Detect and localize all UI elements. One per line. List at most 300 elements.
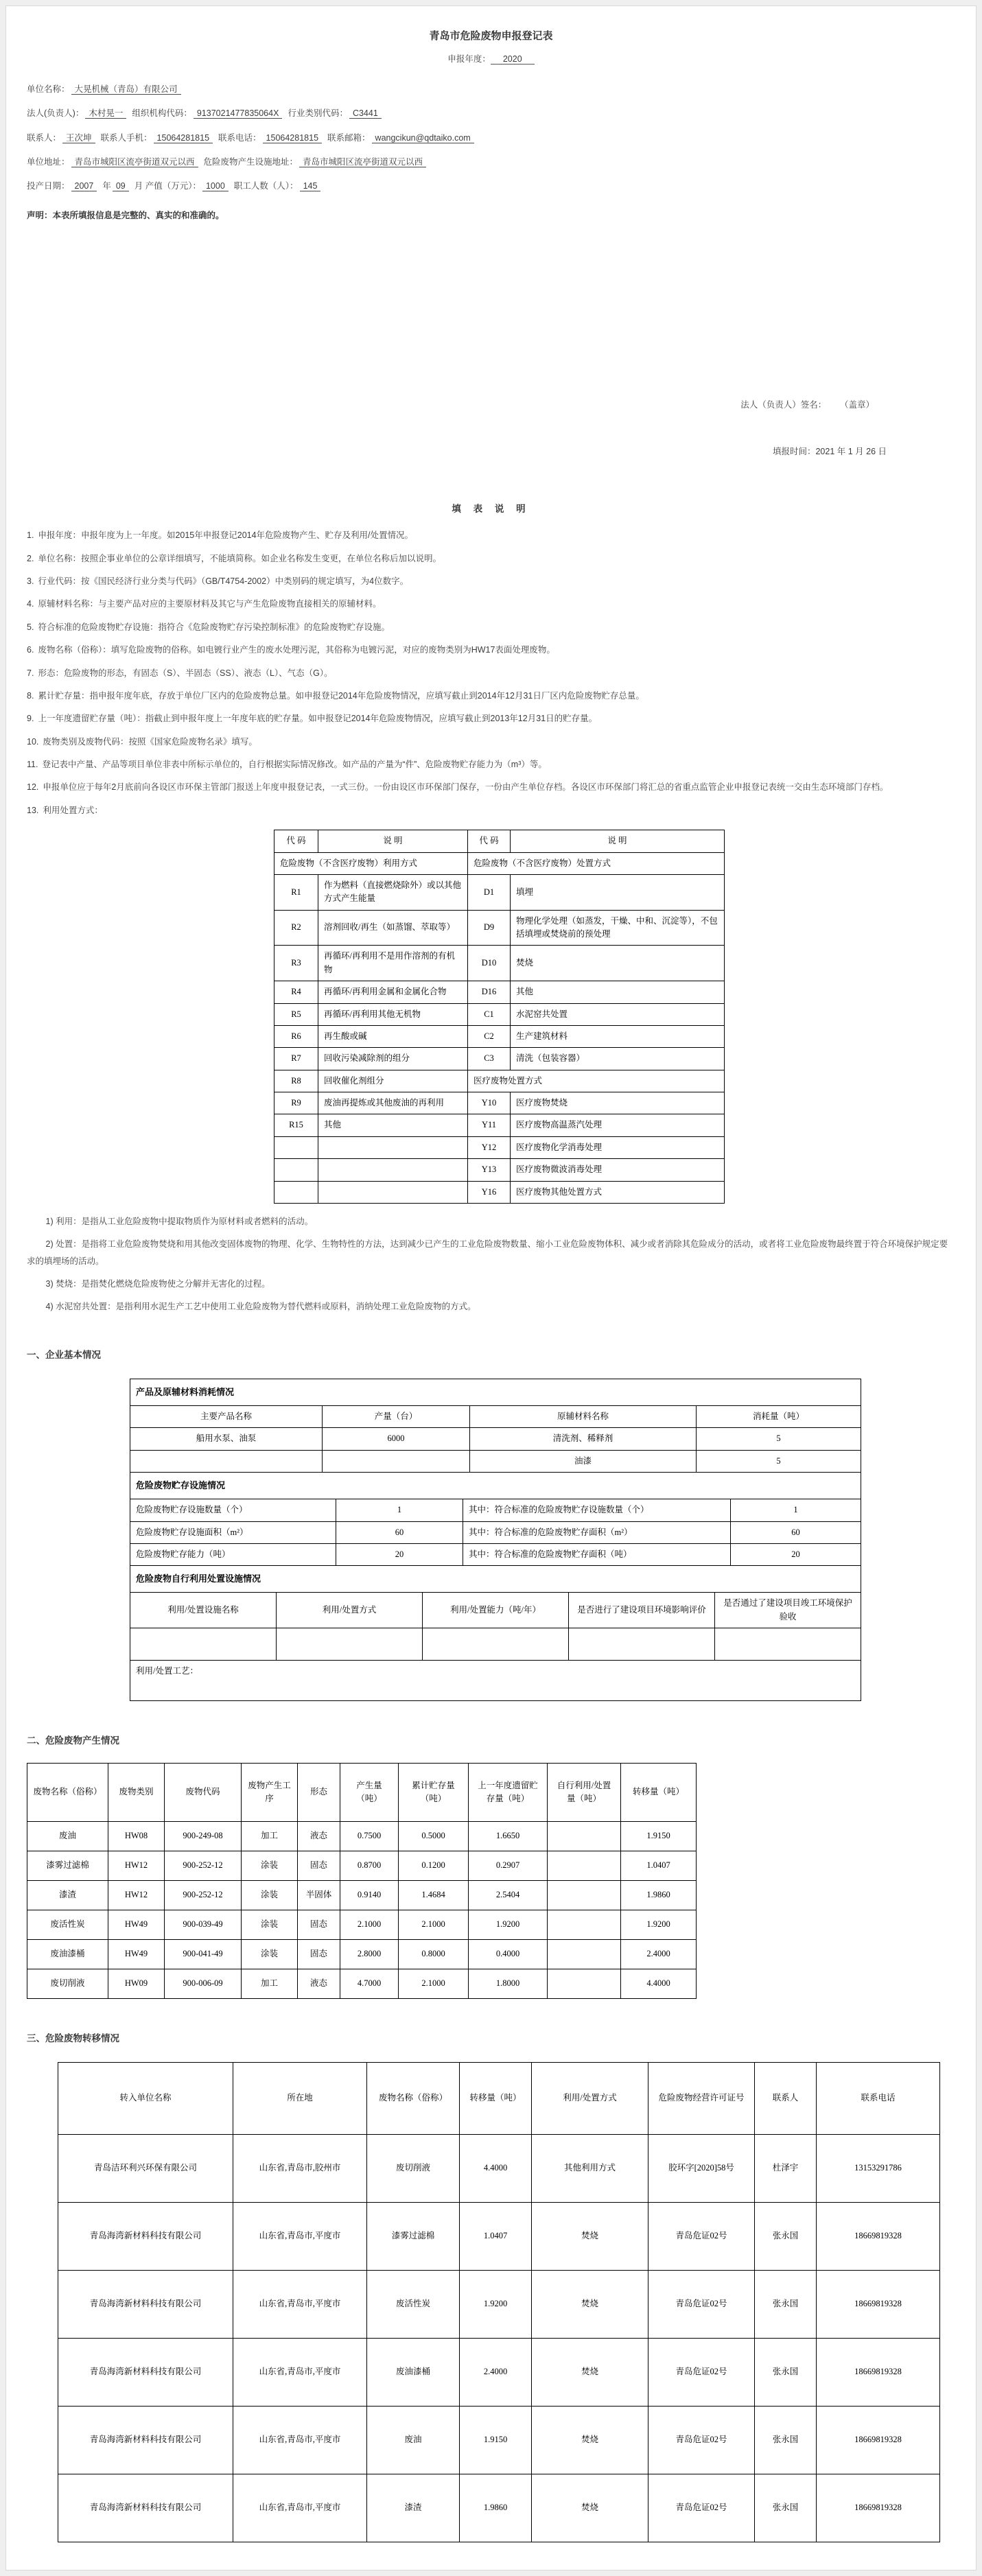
header-cell: 废物产生工序 (242, 1764, 298, 1822)
instruction-item (27, 573, 955, 589)
code-cell: R8 (274, 1070, 318, 1092)
code-cell: R7 (274, 1048, 318, 1070)
fill-time: 填报时间：2021 年 1 月 26 日 (772, 447, 887, 457)
form: 液态 (298, 1969, 340, 1999)
license-number: 青岛危证02号 (648, 2339, 755, 2407)
instruction-text: 申报年度：申报年度为上一年度。如2015年申报登记2014年危险废物产生、贮存及利用/处置情况。 (38, 530, 414, 541)
field-label: 组织机构代码： (132, 108, 192, 119)
location: 山东省,青岛市,平度市 (233, 2203, 367, 2271)
code-cell (274, 1159, 318, 1181)
info-line-unit-name (27, 82, 955, 97)
code-cell: D1 (468, 874, 511, 910)
code-row (274, 1181, 725, 1203)
form: 半固体 (298, 1881, 340, 1910)
table-header-row (27, 1764, 697, 1822)
instruction-item (27, 596, 955, 612)
header-cell: 利用/处置设施名称 (130, 1593, 277, 1628)
header-cell: 自行利用/处置量（吨） (548, 1764, 621, 1822)
cell (569, 1628, 715, 1661)
field-label: 投产日期： (27, 181, 70, 191)
location: 山东省,青岛市,平度市 (233, 2339, 367, 2407)
instruction-text: 上一年度遗留贮存量（吨）：指截止到申报年度上一年度年底的贮存量。如申报登记2014年危险废物情况，应填写截止到2013年12月31日的贮存量。 (38, 714, 598, 724)
generated-amount: 0.8700 (340, 1851, 399, 1881)
declaration-text: 声明：本表所填报信息是完整的、真实的和准确的。 (27, 211, 224, 221)
label-cell: 其中：符合标准的危险废物贮存面积（m²） (463, 1521, 731, 1543)
field-value: 青岛市城阳区流亭街道双元以西 (71, 157, 198, 167)
process-row (130, 1661, 861, 1701)
code-row (274, 981, 725, 1003)
contact-phone: 18669819328 (817, 2271, 940, 2339)
instruction-number: 13. (27, 805, 39, 815)
code-cell: D16 (468, 981, 511, 1003)
transfer-amount: 1.9200 (460, 2271, 532, 2339)
transfer-amount: 1.9860 (460, 2474, 532, 2542)
group-title-left: 危险废物（不含医疗废物）利用方式 (274, 852, 468, 874)
transfer-amount: 1.9200 (621, 1910, 697, 1940)
field-value: 2007 (71, 181, 97, 191)
code-cell: Y10 (468, 1092, 511, 1114)
empty-data-row (130, 1628, 861, 1661)
field-value: 9137021477835064X (194, 108, 283, 119)
process: 涂装 (242, 1881, 298, 1910)
cell: 5 (697, 1450, 861, 1472)
instruction-text: 形态：危险废物的形态，有固态（S）、半固态（SS）、液态（L）、气态（G）。 (38, 668, 333, 678)
desc-cell (318, 1136, 468, 1158)
generated-amount: 4.7000 (340, 1969, 399, 1999)
report-year-line (27, 52, 955, 65)
waste-name: 漆渣 (367, 2474, 460, 2542)
code-cell: R1 (274, 874, 318, 910)
desc-cell: 回收污染减除剂的组分 (318, 1048, 468, 1070)
contact-person: 张永国 (755, 2339, 817, 2407)
instruction-text: 利用处置方式： (43, 805, 103, 815)
code-cell: D10 (468, 946, 511, 981)
desc-cell: 废油再提炼或其他废油的再利用 (318, 1092, 468, 1114)
desc-cell: 再循环/再利用金属和金属化合物 (318, 981, 468, 1003)
code-row (274, 1092, 725, 1114)
storage-facility-table (130, 1472, 861, 1566)
contact-person: 杜泽宇 (755, 2135, 817, 2203)
info-segment (101, 133, 213, 143)
disposal-code-table (274, 830, 725, 1204)
value-cell: 20 (336, 1543, 463, 1565)
field-label: 联系人手机： (100, 132, 152, 143)
desc-cell: 物理化学处理（如蒸发，干燥、中和、沉淀等），不包括填埋或焚烧前的预处理 (511, 910, 725, 946)
location: 山东省,青岛市,平度市 (233, 2407, 367, 2474)
form: 固态 (298, 1910, 340, 1940)
field-label: 联系电话： (218, 132, 261, 143)
field-value: wangcikun@qdtaiko.com (372, 133, 474, 143)
section1-tables (130, 1379, 955, 1701)
instruction-number: 5. (27, 622, 34, 632)
field-value: 木村晃一 (85, 108, 126, 119)
field-value: 15064281815 (263, 133, 322, 143)
instruction-text: 符合标准的危险废物贮存设施：指符合《危险废物贮存污染控制标准》的危险废物贮存设施。 (38, 622, 390, 632)
footnote-item: 1) 利用：是指从工业危险废物中提取物质作为原材料或者燃料的活动。 (45, 1216, 314, 1226)
transfer-amount: 1.9860 (621, 1881, 697, 1910)
desc-cell: 焚烧 (511, 946, 725, 981)
code-cell: C2 (468, 1025, 511, 1047)
cell (277, 1628, 423, 1661)
footnote-item: 2) 处置：是指将工业危险废物焚烧和用其他改变固体废物的物理、化学、生物特性的方法，达到减少已产生的工业危险废物数量、缩小工业危险废物体积、减少或者消除其危险成分的活动，或者将工业危险废物最终置于符合环境保护规定要求的填埋场的活动。 (27, 1239, 948, 1266)
field-value: 1000 (202, 181, 229, 191)
value-cell: 60 (731, 1521, 861, 1543)
info-line-production (27, 179, 955, 194)
code-row (274, 874, 725, 910)
contact-phone: 18669819328 (817, 2339, 940, 2407)
self-disposal-amount (548, 1940, 621, 1969)
table-row (130, 1450, 861, 1472)
transfer-amount: 4.4000 (460, 2135, 532, 2203)
table-header-row (130, 1405, 861, 1427)
generated-amount: 0.7500 (340, 1822, 399, 1851)
instruction-text: 登记表中产量、产品等项目单位非表中所标示单位的，自行根据实际情况修改。如产品的产量为“件”、危险废物贮存能力为（m³）等。 (42, 760, 547, 769)
field-label: 联系邮箱： (327, 132, 371, 143)
info-segment (132, 108, 282, 118)
receiver-name: 青岛洁环利兴环保有限公司 (58, 2135, 233, 2203)
waste-row (27, 1851, 697, 1881)
code-table-header-row (274, 830, 725, 852)
transfer-amount: 2.4000 (621, 1940, 697, 1969)
receiver-name: 青岛海湾新材料科技有限公司 (58, 2203, 233, 2271)
waste-row (27, 1881, 697, 1910)
signature-label: 法人（负责人）签名： (740, 400, 827, 410)
code-row (274, 946, 725, 981)
transfer-amount: 4.4000 (621, 1969, 697, 1999)
instruction-text: 原辅材料名称：与主要产品对应的主要原材料及其它与产生危险废物直接相关的原辅材料。 (38, 599, 382, 609)
desc-cell: 其他 (511, 981, 725, 1003)
info-line-address (27, 155, 955, 169)
value-cell: 20 (731, 1543, 861, 1565)
desc-cell: 回收催化剂组分 (318, 1070, 468, 1092)
header-cell: 上一年度遗留贮存量（吨） (469, 1764, 548, 1822)
label-cell: 其中：符合标准的危险废物贮存设施数量（个） (463, 1499, 731, 1521)
waste-category: HW08 (108, 1822, 165, 1851)
field-label: 职工人数（人）： (233, 181, 299, 191)
form: 液态 (298, 1822, 340, 1851)
header-cell: 废物名称（俗称） (27, 1764, 108, 1822)
waste-name: 漆雾过滤棉 (27, 1851, 108, 1881)
contact-person: 张永国 (755, 2203, 817, 2271)
header-cell: 说 明 (511, 830, 725, 852)
transfer-row (58, 2474, 940, 2542)
instruction-number: 2. (27, 553, 34, 563)
value-cell: 1 (731, 1499, 861, 1521)
header-cell: 联系人 (755, 2063, 817, 2135)
desc-cell: 水泥窑共处置 (511, 1003, 725, 1025)
info-segment (27, 133, 95, 143)
instruction-text: 废物名称（俗称）：填写危险废物的俗称。如电镀行业产生的废水处理污泥，其俗称为电镀污泥，对应的废物类别为HW17表面处理废物。 (38, 645, 555, 655)
cumulative-storage: 1.4684 (399, 1881, 469, 1910)
self-disposal-amount (548, 1910, 621, 1940)
info-segment (27, 84, 181, 94)
instruction-text: 累计贮存量：指申报年度年底，存放于单位厂区内的危险废物总量。如申报登记2014年危险废物情况，应填写截止到2014年12月31日厂区内危险废物贮存总量。 (38, 690, 644, 701)
contact-phone: 18669819328 (817, 2203, 940, 2271)
desc-cell: 再循环/再利用其他无机物 (318, 1003, 468, 1025)
disposal-method: 焚烧 (532, 2203, 648, 2271)
waste-name: 废油 (27, 1822, 108, 1851)
table-row (130, 1499, 861, 1521)
waste-name: 废油漆桶 (367, 2339, 460, 2407)
cell (423, 1628, 569, 1661)
waste-category: HW09 (108, 1969, 165, 1999)
code-cell: R5 (274, 1003, 318, 1025)
location: 山东省,青岛市,平度市 (233, 2474, 367, 2542)
instruction-item (27, 779, 955, 795)
info-segment (27, 181, 97, 191)
code-cell: Y12 (468, 1136, 511, 1158)
desc-cell: 溶剂回收/再生（如蒸馏、萃取等） (318, 910, 468, 946)
field-value: 09 (113, 181, 129, 191)
process: 涂装 (242, 1910, 298, 1940)
waste-name: 废活性炭 (27, 1910, 108, 1940)
header-cell: 产生量（吨） (340, 1764, 399, 1822)
cumulative-storage: 0.1200 (399, 1851, 469, 1881)
instruction-item (27, 710, 955, 727)
desc-cell: 生产建筑材料 (511, 1025, 725, 1047)
code-cell: R15 (274, 1114, 318, 1136)
info-segment (288, 108, 381, 118)
header-cell: 是否通过了建设项目竣工环境保护验收 (715, 1593, 861, 1628)
desc-cell (318, 1181, 468, 1203)
subsection-title-row (130, 1379, 861, 1405)
instruction-number: 4. (27, 599, 34, 609)
desc-cell: 填埋 (511, 874, 725, 910)
instruction-number: 10. (27, 736, 39, 747)
header-cell: 形态 (298, 1764, 340, 1822)
table-row (130, 1521, 861, 1543)
header-cell: 转移量（吨） (621, 1764, 697, 1822)
previous-year-storage: 0.2907 (469, 1851, 548, 1881)
waste-code: 900-249-08 (165, 1822, 242, 1851)
subsection-title: 产品及原辅材料消耗情况 (130, 1379, 861, 1405)
instruction-text: 单位名称：按照企事业单位的公章详细填写，不能填简称。如企业名称发生变更，在单位名称后加以说明。 (38, 553, 441, 563)
header-cell: 废物类别 (108, 1764, 165, 1822)
info-segment (102, 181, 128, 191)
transfer-row (58, 2271, 940, 2339)
code-group-row (274, 852, 725, 874)
previous-year-storage: 2.5404 (469, 1881, 548, 1910)
license-number: 青岛危证02号 (648, 2474, 755, 2542)
transfer-amount: 2.4000 (460, 2339, 532, 2407)
header-cell: 转入单位名称 (58, 2063, 233, 2135)
instruction-item (27, 756, 955, 773)
receiver-name: 青岛海湾新材料科技有限公司 (58, 2271, 233, 2339)
info-segment (135, 181, 229, 191)
instruction-text: 申报单位应于每年2月底前向各设区市环保主管部门报送上年度申报登记表，一式三份。一份由设区市环保部门保存，一份由产生单位存档。各设区市环保部门将汇总的省重点监管企业申报登记表统一交由生态环境部门存档。 (43, 782, 889, 793)
disposal-method: 其他利用方式 (532, 2135, 648, 2203)
code-row (274, 910, 725, 946)
form: 固态 (298, 1851, 340, 1881)
header-cell: 转移量（吨） (460, 2063, 532, 2135)
process: 加工 (242, 1969, 298, 1999)
instruction-number: 8. (27, 690, 34, 701)
instruction-item (27, 642, 955, 658)
cumulative-storage: 0.5000 (399, 1822, 469, 1851)
form: 固态 (298, 1940, 340, 1969)
code-cell: D9 (468, 910, 511, 946)
subsection-title: 危险废物贮存设施情况 (130, 1473, 861, 1499)
contact-person: 张永国 (755, 2474, 817, 2542)
desc-cell: 医疗废物微波消毒处理 (511, 1159, 725, 1181)
field-value: C3441 (349, 108, 382, 119)
desc-cell: 医疗废物其他处置方式 (511, 1181, 725, 1203)
instruction-item (27, 550, 955, 567)
section3-title: 三、危险废物转移情况 (27, 2033, 119, 2044)
header-cell: 危险废物经营许可证号 (648, 2063, 755, 2135)
label-cell: 危险废物贮存设施面积（m²） (130, 1521, 336, 1543)
license-number: 青岛危证02号 (648, 2407, 755, 2474)
waste-name: 废切削液 (27, 1969, 108, 1999)
previous-year-storage: 1.9200 (469, 1910, 548, 1940)
header-cell: 代 码 (274, 830, 318, 852)
code-row (274, 1114, 725, 1136)
instruction-text: 行业代码：按《国民经济行业分类与代码》（GB/T4754-2002）中类别码的规定填写，为4位数字。 (38, 576, 409, 586)
instructions-list (27, 527, 955, 819)
signature-line (27, 398, 955, 410)
field-label: 法人(负责人)： (27, 108, 84, 119)
label-cell: 危险废物贮存设施数量（个） (130, 1499, 336, 1521)
cell (130, 1450, 323, 1472)
value-cell: 1 (336, 1499, 463, 1521)
waste-code: 900-252-12 (165, 1851, 242, 1881)
field-value: 王次坤 (62, 133, 95, 143)
info-segment (27, 108, 126, 118)
field-value: 大晃机械（青岛）有限公司 (71, 84, 181, 95)
medical-group-title: 医疗废物处置方式 (468, 1070, 725, 1092)
instruction-number: 7. (27, 668, 34, 678)
self-disposal-table (130, 1565, 861, 1701)
code-cell: R2 (274, 910, 318, 946)
transfer-amount: 1.9150 (621, 1822, 697, 1851)
instruction-item (27, 802, 955, 819)
license-number: 青岛危证02号 (648, 2271, 755, 2339)
waste-code: 900-252-12 (165, 1881, 242, 1910)
instruction-text: 废物类别及废物代码：按照《国家危险废物名录》填写。 (43, 736, 257, 747)
header-cell: 废物名称（俗称） (367, 2063, 460, 2135)
waste-code: 900-039-49 (165, 1910, 242, 1940)
instruction-number: 9. (27, 714, 34, 724)
waste-transfer-table (58, 2062, 940, 2542)
instruction-number: 1. (27, 530, 34, 541)
group-title-right: 危险废物（不含医疗废物）处置方式 (468, 852, 725, 874)
field-label: 年 (102, 181, 111, 191)
waste-category: HW12 (108, 1881, 165, 1910)
header-cell: 废物代码 (165, 1764, 242, 1822)
report-year-value: 2020 (491, 54, 535, 65)
disposal-method: 焚烧 (532, 2339, 648, 2407)
transfer-row (58, 2339, 940, 2407)
waste-category: HW49 (108, 1910, 165, 1940)
instruction-number: 11. (27, 760, 38, 769)
header-cell: 联系电话 (817, 2063, 940, 2135)
doc-title: 青岛市危险废物申报登记表 (429, 30, 553, 42)
instruction-item (27, 527, 955, 543)
info-segment (204, 157, 427, 167)
desc-cell: 作为燃料（直接燃烧除外）或以其他方式产生能量 (318, 874, 468, 910)
waste-category: HW49 (108, 1940, 165, 1969)
disposal-method: 焚烧 (532, 2271, 648, 2339)
section2-title: 二、危险废物产生情况 (27, 1735, 119, 1746)
waste-name: 废油 (367, 2407, 460, 2474)
previous-year-storage: 1.6650 (469, 1822, 548, 1851)
field-value: 青岛市城阳区流亭街道双元以西 (299, 157, 426, 167)
desc-cell: 其他 (318, 1114, 468, 1136)
cell: 船用水泵、油泵 (130, 1428, 323, 1450)
waste-row (27, 1910, 697, 1940)
license-number: 青岛危证02号 (648, 2203, 755, 2271)
field-label: 单位地址： (27, 156, 70, 167)
desc-cell: 清洗（包装容器） (511, 1048, 725, 1070)
license-number: 胶环字[2020]58号 (648, 2135, 755, 2203)
header-cell: 原辅材料名称 (470, 1405, 697, 1427)
self-disposal-amount (548, 1881, 621, 1910)
section1-title: 一、企业基本情况 (27, 1349, 101, 1360)
desc-cell (318, 1159, 468, 1181)
waste-name: 废油漆桶 (27, 1940, 108, 1969)
process-label: 利用/处置工艺： (130, 1661, 861, 1701)
process: 涂装 (242, 1851, 298, 1881)
info-segment (27, 157, 198, 167)
transfer-amount: 1.9150 (460, 2407, 532, 2474)
code-cell: R9 (274, 1092, 318, 1114)
waste-category: HW12 (108, 1851, 165, 1881)
info-segment (327, 133, 474, 143)
transfer-row (58, 2135, 940, 2203)
field-label: 月 产值（万元）： (134, 181, 201, 191)
code-cell: R3 (274, 946, 318, 981)
field-label: 行业类别代码： (288, 108, 348, 119)
contact-person: 张永国 (755, 2271, 817, 2339)
waste-name: 废切削液 (367, 2135, 460, 2203)
info-segment (218, 133, 322, 143)
self-disposal-amount (548, 1822, 621, 1851)
receiver-name: 青岛海湾新材料科技有限公司 (58, 2474, 233, 2542)
table-header-row (58, 2063, 940, 2135)
generated-amount: 2.8000 (340, 1940, 399, 1969)
transfer-amount: 1.0407 (460, 2203, 532, 2271)
contact-person: 张永国 (755, 2407, 817, 2474)
desc-cell: 再循环/再利用不是用作溶剂的有机物 (318, 946, 468, 981)
transfer-row (58, 2407, 940, 2474)
previous-year-storage: 0.4000 (469, 1940, 548, 1969)
code-cell: R4 (274, 981, 318, 1003)
value-cell: 60 (336, 1521, 463, 1543)
header-cell: 产量（台） (323, 1405, 470, 1427)
table-header-row (130, 1593, 861, 1628)
waste-row (27, 1822, 697, 1851)
subsection-title-row (130, 1473, 861, 1499)
header-cell: 主要产品名称 (130, 1405, 323, 1427)
waste-row (27, 1969, 697, 1999)
desc-cell: 再生酸或碱 (318, 1025, 468, 1047)
basic-info-block (27, 82, 955, 194)
header-cell: 代 码 (468, 830, 511, 852)
footnotes-list (27, 1213, 955, 1315)
waste-name: 废活性炭 (367, 2271, 460, 2339)
label-cell: 其中：符合标准的危险废物贮存面积（吨） (463, 1543, 731, 1565)
generated-amount: 2.1000 (340, 1910, 399, 1940)
code-row (274, 1025, 725, 1047)
transfer-amount: 1.0407 (621, 1851, 697, 1881)
code-cell (274, 1181, 318, 1203)
label-cell: 危险废物贮存能力（吨） (130, 1543, 336, 1565)
instruction-item (27, 688, 955, 704)
cumulative-storage: 2.1000 (399, 1969, 469, 1999)
code-cell: Y13 (468, 1159, 511, 1181)
field-value: 15064281815 (154, 133, 213, 143)
waste-code: 900-006-09 (165, 1969, 242, 1999)
